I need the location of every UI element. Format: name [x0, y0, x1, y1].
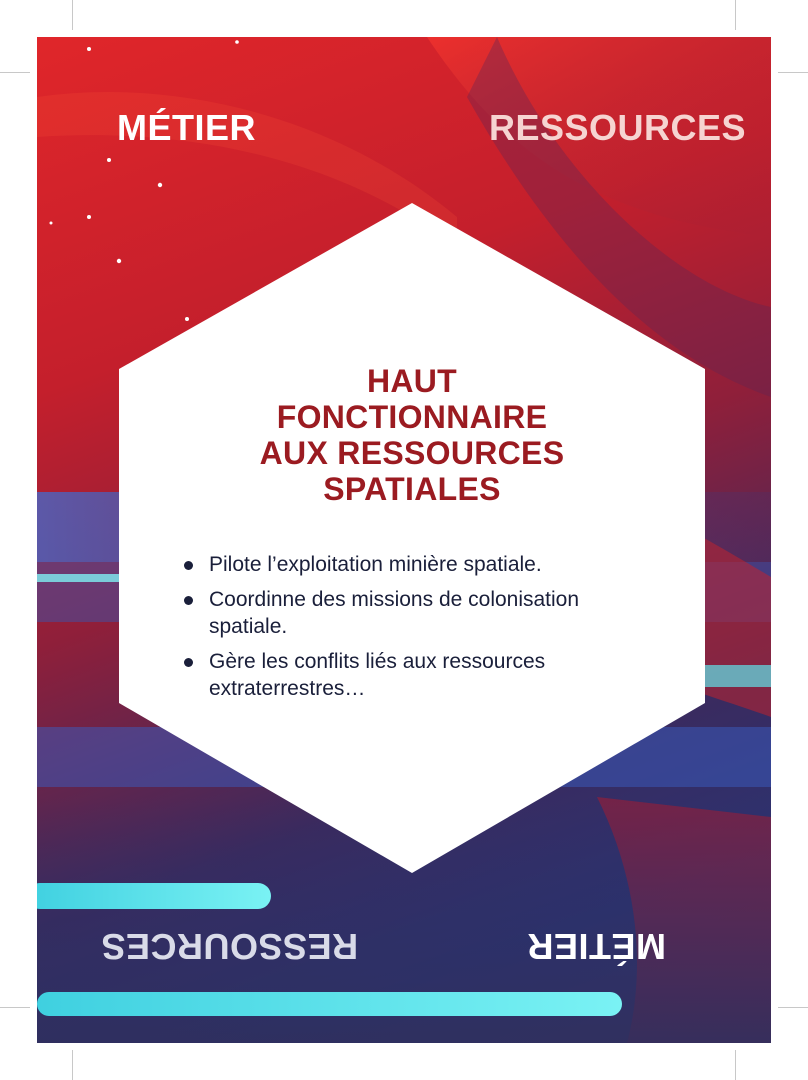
- hexagon-shape: [117, 203, 707, 875]
- job-title-line: SPATIALES: [323, 471, 501, 507]
- duty-item: [183, 648, 623, 702]
- crop-mark: [0, 72, 30, 73]
- duty-item: [183, 551, 623, 578]
- crop-mark: [72, 1050, 73, 1080]
- duties-list: [183, 551, 623, 710]
- duty-text: Gère les conflits liés aux ressources extraterrestres…: [209, 650, 546, 700]
- crop-mark: [778, 72, 808, 73]
- crop-mark: [735, 1050, 736, 1080]
- job-title-line: HAUT: [366, 363, 458, 399]
- corner-label-metier: MÉTIER: [117, 107, 257, 148]
- cyan-bar: [37, 883, 271, 909]
- bullet-icon: [184, 561, 193, 570]
- crop-mark: [778, 1007, 808, 1008]
- crop-mark: [735, 0, 736, 30]
- crop-mark: [72, 0, 73, 30]
- duty-text: Coordinne des missions de colonisation spatiale.: [209, 588, 580, 638]
- hexagon-panel: [117, 203, 707, 875]
- job-card: [37, 37, 771, 1043]
- bullet-icon: [184, 658, 193, 667]
- crop-mark: [0, 1007, 30, 1008]
- duty-item: [183, 586, 623, 640]
- cyan-bar: [37, 992, 622, 1016]
- job-title-line: AUX RESSOURCES: [259, 435, 565, 471]
- job-title-line: FONCTIONNAIRE: [276, 399, 548, 435]
- bullet-icon: [184, 596, 193, 605]
- job-title: [217, 363, 607, 507]
- corner-label-ressources-inverted: RESSOURCES: [101, 926, 359, 967]
- corner-label-metier-inverted: MÉTIER: [527, 926, 667, 967]
- duty-text: Pilote l’exploitation minière spatiale.: [209, 553, 542, 576]
- corner-label-ressources: RESSOURCES: [489, 107, 747, 148]
